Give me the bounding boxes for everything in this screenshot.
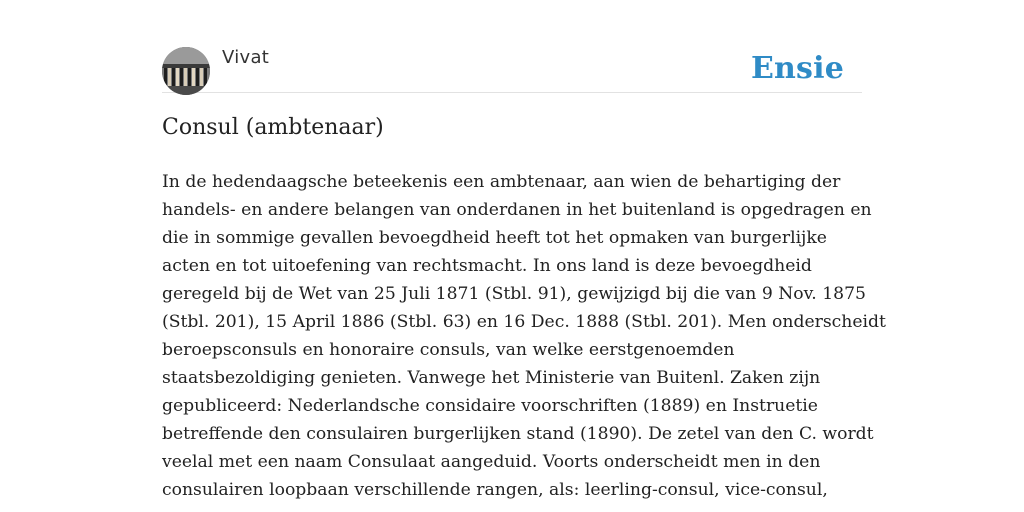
article-line: beroepsconsuls en honoraire consuls, van welke eerstgenoemden (162, 340, 735, 360)
article-line: acten en tot uitoefening van rechtsmacht. In ons land is deze bevoegdheid (162, 256, 812, 276)
article-line: consulairen loopbaan verschillende rangen, als: leerling-consul, vice-consul, (162, 480, 828, 500)
page-title: Consul (ambtenaar) (162, 115, 384, 140)
article-line: die in sommige gevallen bevoegdheid heeft tot het opmaken van burgerlijke (162, 228, 827, 248)
article-line: handels- en andere belangen van onderdanen in het buitenland is opgedragen en (162, 200, 872, 220)
author-name[interactable]: Vivat (222, 47, 270, 68)
article-line: veelal met een naam Consulaat aangeduid. Voorts onderscheidt men in den (162, 452, 821, 472)
header (162, 46, 862, 93)
article-body (162, 168, 886, 504)
article-line: In de hedendaagsche beteekenis een ambtenaar, aan wien de behartiging der (162, 172, 841, 192)
article-line: gepubliceerd: Nederlandsche considaire voorschriften (1889) en Instruetie (162, 396, 818, 416)
article-line: (Stbl. 201), 15 April 1886 (Stbl. 63) en 16 Dec. 1888 (Stbl. 201). Men onderscheidt (162, 312, 886, 332)
article-line: betreffende den consulairen burgerlijken stand (1890). De zetel van den C. wordt (162, 424, 874, 444)
article-line: staatsbezoldiging genieten. Vanwege het Ministerie van Buitenl. Zaken zijn (162, 368, 821, 388)
bookshelf-icon (162, 47, 210, 95)
site-logo[interactable]: Ensie (750, 51, 844, 86)
article-line: geregeld bij de Wet van 25 Juli 1871 (Stbl. 91), gewijzigd bij die van 9 Nov. 1875 (162, 284, 866, 304)
avatar[interactable] (162, 47, 210, 95)
